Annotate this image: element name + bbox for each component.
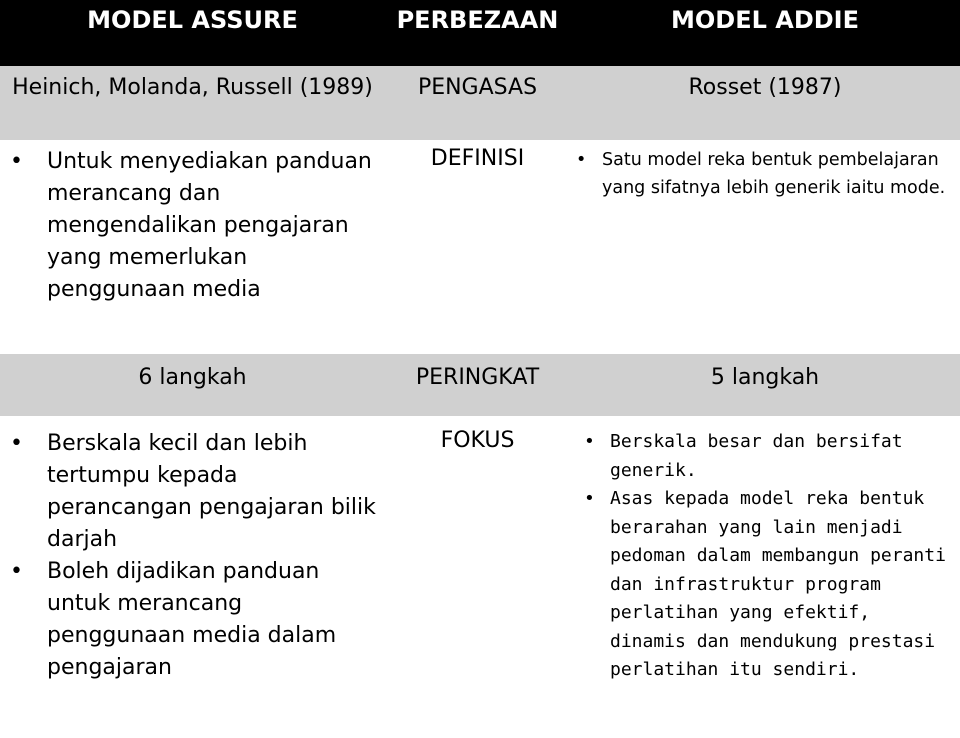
criterion-pengasas: PENGASAS [385, 66, 570, 140]
criterion-fokus: FOKUS [385, 416, 570, 738]
header-model-assure: MODEL ASSURE [0, 0, 385, 66]
assure-steps: 6 langkah [0, 354, 385, 416]
row-fokus [0, 416, 960, 738]
row-peringkat [0, 354, 960, 416]
addie-focus-list [570, 428, 960, 685]
assure-focus-item: • Berskala kecil dan lebih tertumpu kepada perancangan pengajaran bilik darjah [0, 428, 385, 556]
addie-founders: Rosset (1987) [570, 66, 960, 140]
assure-focus-cell [0, 416, 385, 738]
addie-definition-list [570, 146, 960, 202]
assure-definition-item: • Untuk menyediakan panduan merancang dan mengendalikan pengajaran yang memerlukan penggunaan media [0, 146, 385, 306]
criterion-peringkat: PERINGKAT [385, 354, 570, 416]
assure-focus-item: • Boleh dijadikan panduan untuk merancang penggunaan media dalam pengajaran [0, 556, 385, 684]
assure-focus-list [0, 428, 385, 684]
row-definisi [0, 140, 960, 354]
header-model-addie: MODEL ADDIE [570, 0, 960, 66]
row-pengasas [0, 66, 960, 140]
addie-focus-cell [570, 416, 960, 738]
addie-definition-cell [570, 140, 960, 354]
assure-founders: Heinich, Molanda, Russell (1989) [0, 66, 385, 140]
addie-definition-item: • Satu model reka bentuk pembelajaran yang sifatnya lebih generik iaitu mode. [570, 146, 960, 202]
header-row [0, 0, 960, 66]
assure-definition-list [0, 146, 385, 306]
assure-definition-cell [0, 140, 385, 354]
addie-focus-item: • Asas kepada model reka bentuk berarahan yang lain menjadi pedoman dalam membangun peranti dan infrastruktur program perlatihan yang efektif, dinamis dan mendukung prestasi perlatihan itu sendiri. [570, 485, 960, 685]
criterion-definisi: DEFINISI [385, 140, 570, 354]
addie-steps: 5 langkah [570, 354, 960, 416]
header-perbezaan: PERBEZAAN [385, 0, 570, 66]
addie-focus-item: • Berskala besar dan bersifat generik. [570, 428, 960, 485]
